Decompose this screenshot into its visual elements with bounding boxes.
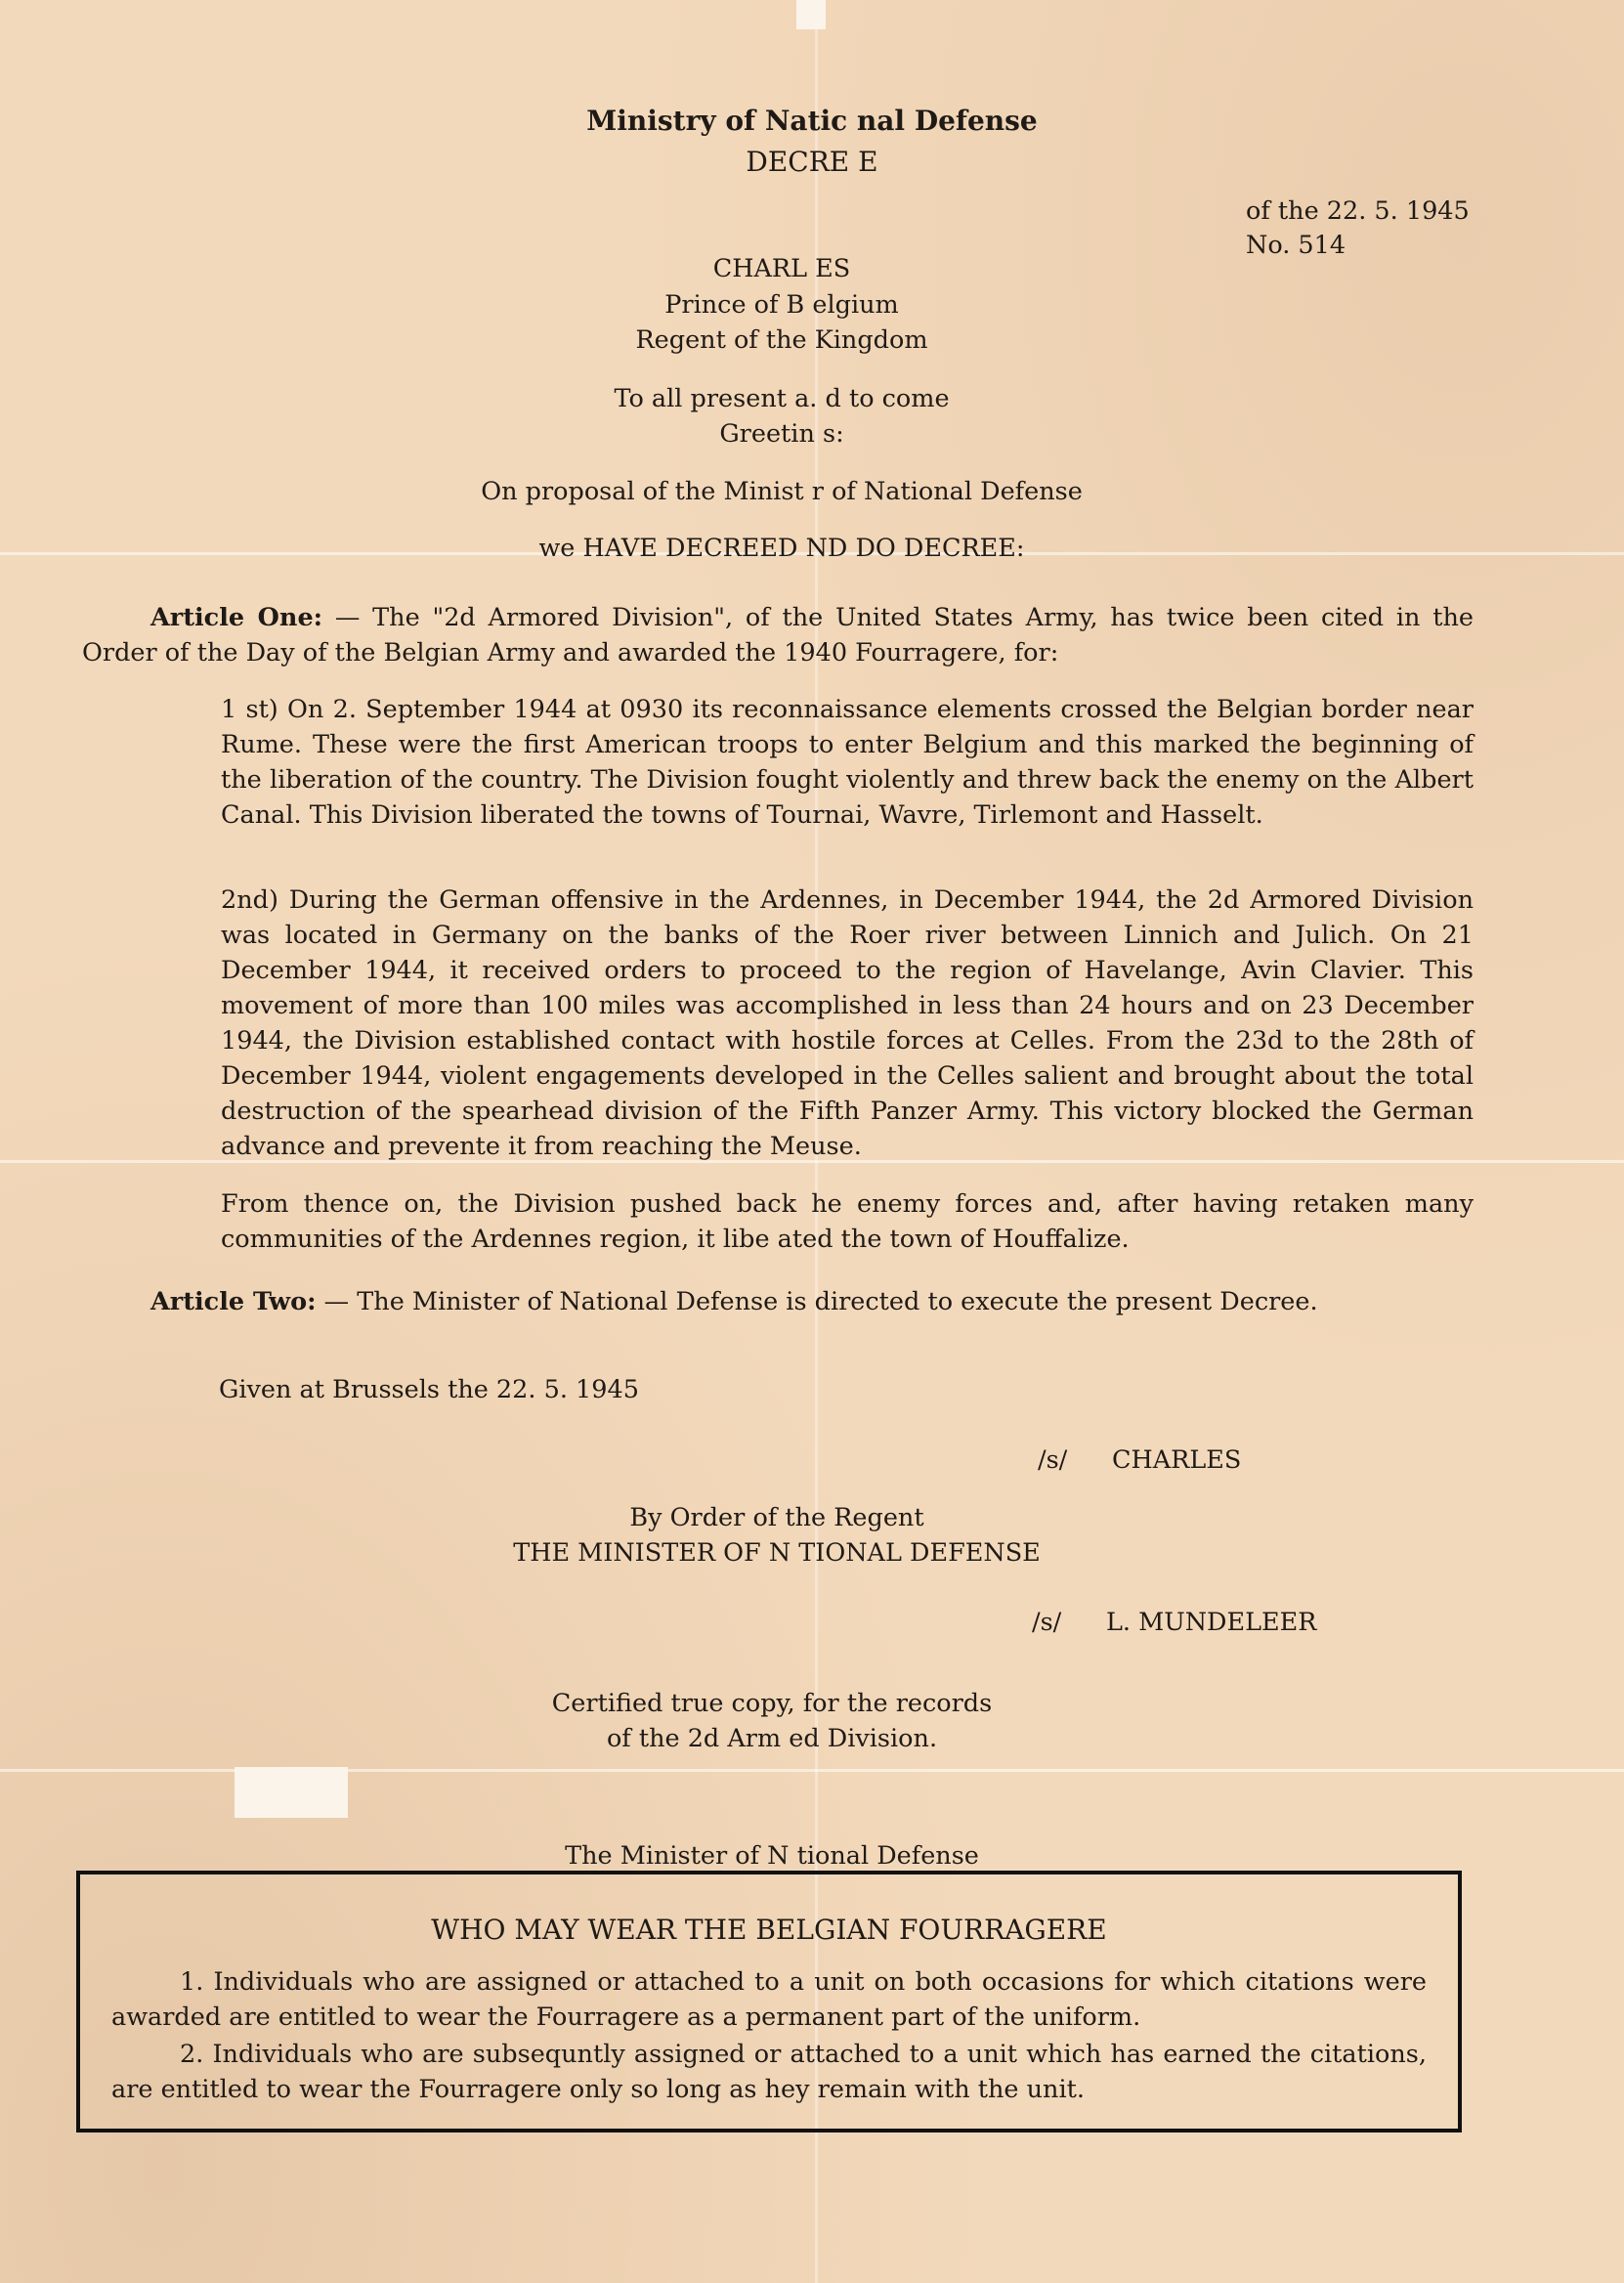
ministry-title: Ministry of Natic nal Defense bbox=[586, 105, 1038, 137]
decreed-line: we HAVE DECREED ND DO DECREE: bbox=[538, 534, 1025, 563]
minister-line: The Minister of N tional Defense bbox=[565, 1841, 979, 1871]
box-title: WHO MAY WEAR THE BELGIAN FOURRAGERE bbox=[431, 1914, 1107, 1946]
order-line-2: THE MINISTER OF N TIONAL DEFENSE bbox=[513, 1538, 1041, 1568]
proposal-line: On proposal of the Minist r of National Defense bbox=[481, 477, 1083, 506]
greeting-line-2: Greetin s: bbox=[719, 419, 844, 449]
given-line: Given at Brussels the 22. 5. 1945 bbox=[219, 1375, 639, 1404]
order-line-1: By Order of the Regent bbox=[629, 1503, 924, 1532]
article-two-text: — The Minister of National Defense is directed to execute the present Decree. bbox=[316, 1287, 1318, 1316]
article-two-label: Article Two: bbox=[150, 1287, 317, 1316]
article-one-label: Article One: bbox=[150, 603, 323, 632]
certified-line-2: of the 2d Arm ed Division. bbox=[606, 1724, 938, 1753]
regent-title-1: Prince of B elgium bbox=[664, 290, 899, 320]
article-one-text: — The "2d Armored Division", of the United States Army, has twice been cited in the Order of the Day of the Belgian Army and awarded the 1940 Fourragere, for: bbox=[82, 603, 1474, 668]
paper-tear-top bbox=[796, 0, 826, 29]
box-item-2: 2. Individuals who are subsequntly assigned or attached to a unit which has earned the citations, are entitled to wear the Fourragere only so long as hey remain with the unit. bbox=[111, 2040, 1427, 2104]
fourragere-info-box bbox=[76, 1871, 1462, 2132]
decree-number: No. 514 bbox=[1246, 231, 1346, 260]
article-two bbox=[150, 1284, 1474, 1319]
decree-title: DECRE E bbox=[746, 146, 878, 178]
signature-mark-1: /s/ bbox=[1038, 1445, 1068, 1475]
signature-name-mundeleer: L. MUNDELEER bbox=[1106, 1608, 1317, 1637]
paper-tear bbox=[235, 1767, 348, 1818]
greeting-line-1: To all present a. d to come bbox=[614, 384, 950, 413]
decree-date: of the 22. 5. 1945 bbox=[1246, 196, 1470, 226]
regent-title-2: Regent of the Kingdom bbox=[635, 325, 928, 355]
article-one-first: 1 st) On 2. September 1944 at 0930 its reconnaissance elements crossed the Belgian border near Rume. These were the first American troops to enter Belgium and this marked the beginning of the liberation of the country. The Division fought violently and threw back the enemy on the Albert Canal. This Division liberated the towns of Tournai, Wavre, Tirlemont and Hasselt. bbox=[221, 695, 1474, 830]
article-one-third: From thence on, the Division pushed back he enemy forces and, after having retaken many communities of the Ardennes region, it libe ated the town of Houffalize. bbox=[221, 1189, 1474, 1254]
article-one-second: 2nd) During the German offensive in the Ardennes, in December 1944, the 2d Armored Division was located in Germany on the banks of the Roer river between Linnich and Julich. On 21 December 1944, it received orders to proceed to the region of Havelange, Avin Clavier. This movement of more than 100 miles was accomplished in less than 24 hours and on 23 December 1944, the Division established contact with hostile forces at Celles. From the 23d to the 28th of December 1944, violent engagements developed in the Celles salient and brought about the total destruction of the spearhead division of the Fifth Panzer Army. This victory blocked the German advance and prevente it from reaching the Meuse. bbox=[221, 885, 1474, 1161]
regent-name: CHARL ES bbox=[712, 254, 851, 283]
signature-mark-2: /s/ bbox=[1032, 1608, 1062, 1637]
signature-name-charles: CHARLES bbox=[1112, 1445, 1242, 1475]
box-item-1: 1. Individuals who are assigned or attached to a unit on both occasions for which citations were awarded are entitled to wear the Fourragere as a permanent part of the uniform. bbox=[111, 1967, 1427, 2032]
certified-line-1: Certified true copy, for the records bbox=[551, 1689, 993, 1718]
article-one-intro bbox=[82, 600, 1474, 670]
